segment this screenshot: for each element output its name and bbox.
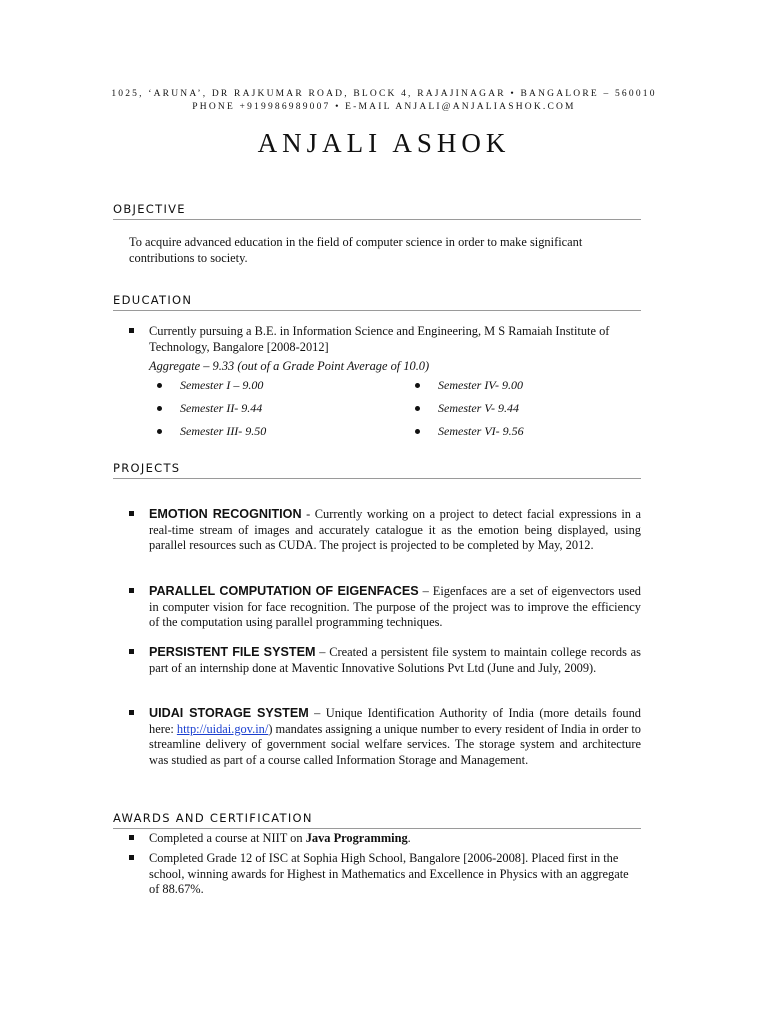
project-name: PERSISTENT FILE SYSTEM [149,645,316,659]
semester-item: Semester IV- 9.00 [438,378,523,392]
project-item: UIDAI STORAGE SYSTEM – Unique Identification Authority of India (more details found here: http://uidai.gov.in/) mandates assigning a unique number to every resident of India in order to streamline delivery of government social welfare services. The storage system and architecture was studied as part of a course called Information Storage and Management. [149,706,641,767]
uidai-link[interactable]: http://uidai.gov.in/ [176,721,269,736]
project-item: PERSISTENT FILE SYSTEM – Created a persistent file system to maintain college records as part of an internship done at Maventic Innovative Solutions Pvt Ltd (June and July, 2009). [149,645,642,675]
bullet-square-icon [129,835,134,840]
award-item: Completed Grade 12 of ISC at Sophia High School, Bangalore [2006-2008]. Placed first in the school, winning awards for Highest in Mathematics and Excellence in Physics with an aggregate of 88.67%. [149,851,629,896]
bullet-dot-icon [415,383,420,388]
project-description: Currently working on a project to detect facial expressions in a real-time stream of images and accurately catalogue it as the emotion being displayed, using parallel resources such as CUDA. The project is projected to be completed by May, 2012. [149,507,642,552]
bullet-dot-icon [415,406,420,411]
contact-line: PHONE +919986989007 • E-MAIL ANJALI@ANJALIASHOK.COM [192,102,576,112]
candidate-name: ANJALI ASHOK [257,128,511,158]
bullet-square-icon [129,649,134,654]
project-item: PARALLEL COMPUTATION OF EIGENFACES – Eigenfaces are a set of eigenvectors used in computer vision for face recognition. The purpose of the project was to improve the efficiency of the computation using parallel programming techniques. [149,584,641,629]
section-title-objective: OBJECTIVE [113,202,641,220]
award-course-name: Java Programming [305,831,408,845]
award-item: Completed a course at NIIT on Java Programming. [149,831,411,845]
address-line: 1025, ‘ARUNA’, DR RAJKUMAR ROAD, BLOCK 4, RAJAJINAGAR • BANGALORE – 560010 [111,89,657,99]
education-aggregate: Aggregate – 9.33 (out of a Grade Point Average of 10.0) [149,359,430,373]
semester-item: Semester V- 9.44 [438,401,519,415]
section-title-awards: AWARDS AND CERTIFICATION [113,811,641,829]
semester-item: Semester VI- 9.56 [438,424,524,438]
education-degree: Currently pursuing a B.E. in Information Science and Engineering, M S Ramaiah Institute of Technology, Bangalore [2008-2012] [149,324,610,354]
objective-text: To acquire advanced education in the field of computer science in order to make significant contributions to society. [129,235,583,265]
bullet-dot-icon [157,429,162,434]
project-name: UIDAI STORAGE SYSTEM [149,706,309,720]
semester-item: Semester II- 9.44 [180,401,263,415]
bullet-dot-icon [157,383,162,388]
bullet-square-icon [129,328,134,333]
bullet-square-icon [129,588,134,593]
bullet-dot-icon [157,406,162,411]
project-name: PARALLEL COMPUTATION OF EIGENFACES [149,584,419,598]
section-title-education: EDUCATION [113,293,641,311]
semester-item: Semester III- 9.50 [180,424,267,438]
contact-header [0,88,768,114]
section-title-projects: PROJECTS [113,461,641,479]
bullet-square-icon [129,710,134,715]
project-name: EMOTION RECOGNITION [149,507,302,521]
project-item: EMOTION RECOGNITION - Currently working on a project to detect facial expressions in a real-time stream of images and accurately catalogue it as the emotion being displayed, using parallel resources such as CUDA. The project is projected to be completed by May, 2012. [149,507,642,552]
semester-item: Semester I – 9.00 [180,378,264,392]
bullet-square-icon [129,855,134,860]
project-description: Created a persistent file system to maintain college records as part of an internship done at Maventic Innovative Solutions Pvt Ltd (June and July, 2009). [149,645,642,675]
bullet-dot-icon [415,429,420,434]
project-description: Eigenfaces are a set of eigenvectors used in computer vision for face recognition. The purpose of the project was to improve the efficiency of the computation using parallel programming techniques. [149,584,641,629]
bullet-square-icon [129,511,134,516]
